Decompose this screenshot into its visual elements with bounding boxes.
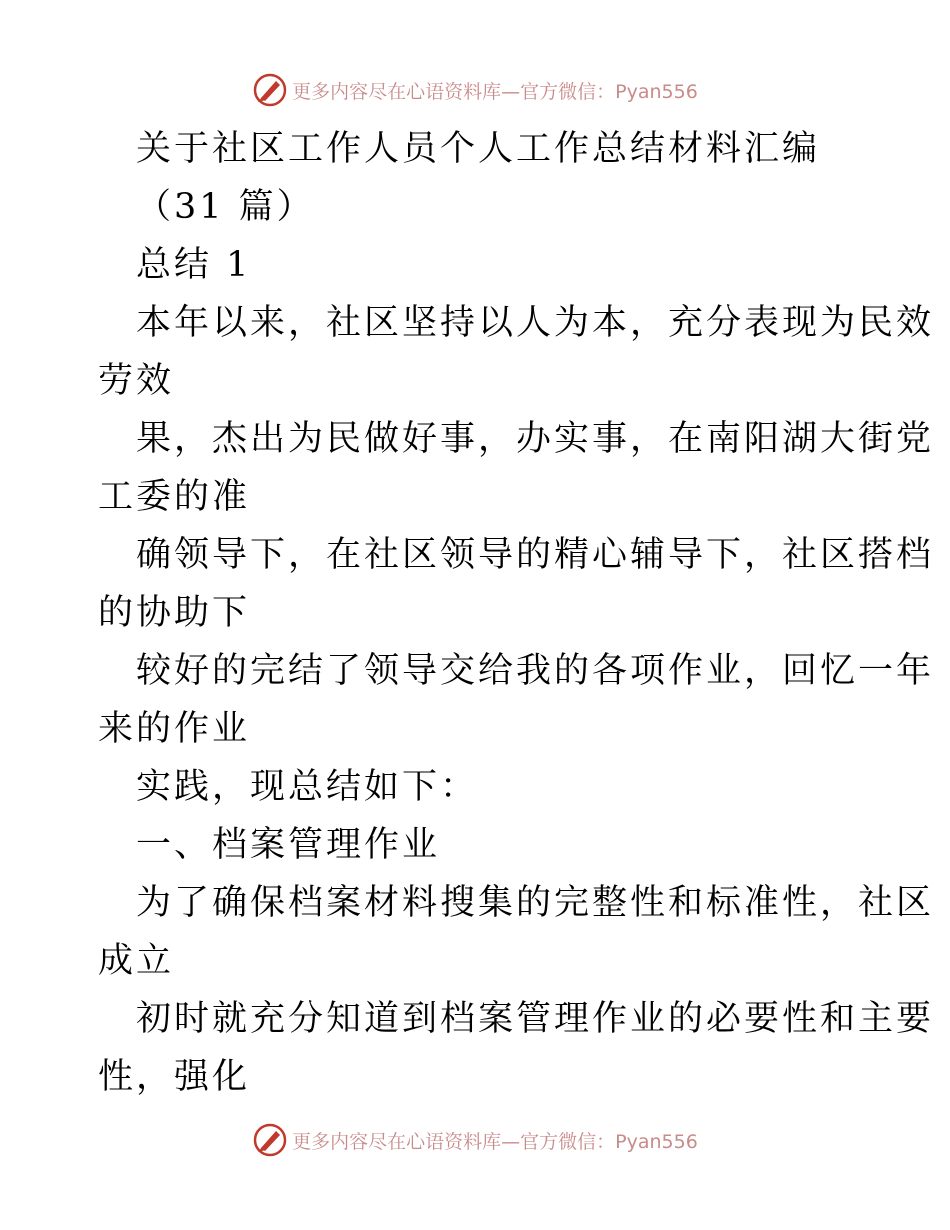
header-watermark: [0, 70, 950, 110]
watermark-text: 更多内容尽在心语资料库—官方微信：Pyan556: [292, 1130, 698, 1153]
paragraph-line: 工委的准: [98, 477, 251, 517]
paragraph-line: 的协助下: [98, 593, 251, 633]
paragraph-line: 来的作业: [98, 709, 251, 749]
paragraph-line: 果，杰出为民做好事，办实事，在南阳湖大街党: [136, 419, 935, 459]
paragraph-line: 实践，现总结如下：: [136, 767, 479, 807]
paragraph-line: 初时就充分知道到档案管理作业的必要性和主要: [136, 999, 935, 1039]
document-title: 关于社区工作人员个人工作总结材料汇编: [136, 129, 821, 169]
document-body: [98, 120, 935, 1106]
subsection-heading: 一、档案管理作业: [136, 825, 441, 865]
pen-logo-icon: [252, 1122, 288, 1158]
paragraph-line: 成立: [98, 941, 175, 981]
document-title-count: （31 篇）: [136, 187, 315, 227]
pen-logo-icon: [252, 72, 288, 108]
paragraph-line: 劳效: [98, 361, 175, 401]
watermark-text: 更多内容尽在心语资料库—官方微信：Pyan556: [292, 80, 698, 103]
paragraph-line: 确领导下，在社区领导的精心辅导下，社区搭档: [136, 535, 935, 575]
footer-watermark: [0, 1120, 950, 1160]
paragraph-line: 较好的完结了领导交给我的各项作业，回忆一年: [136, 651, 935, 691]
paragraph-line: 本年以来，社区坚持以人为本，充分表现为民效: [136, 303, 935, 343]
paragraph-line: 性，强化: [98, 1057, 251, 1097]
paragraph-line: 为了确保档案材料搜集的完整性和标准性，社区: [136, 883, 935, 923]
section-heading: 总结 1: [136, 245, 252, 285]
